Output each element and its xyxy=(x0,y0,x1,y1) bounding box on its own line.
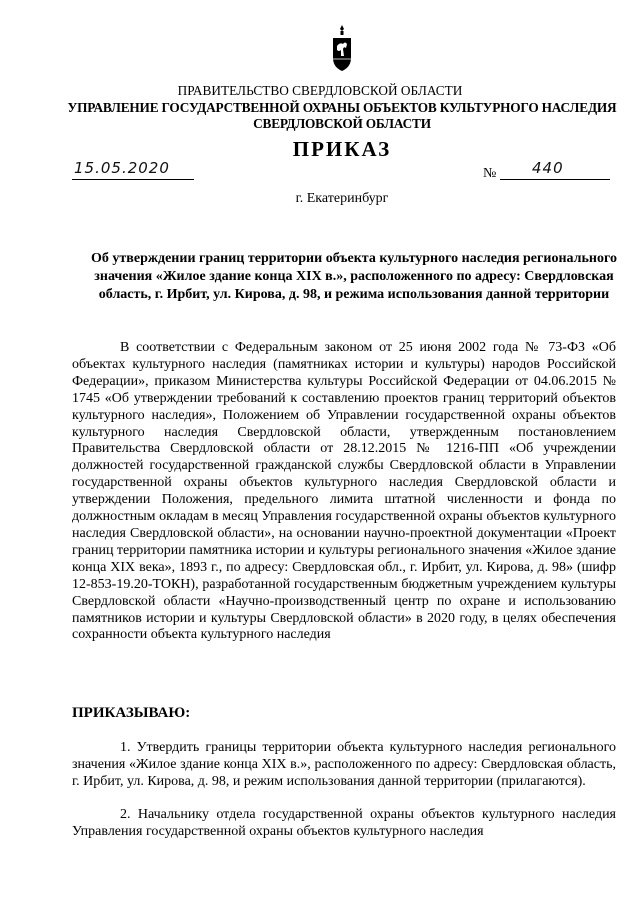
order-item-1: 1. Утвердить границы территории объекта культурного наследия регионального значения «Жилое здание конца XIX в.», расположенного по адресу: Свердловская область, г. Ирбит, ул. Кирова, д. 98, и режим использования данной территории (прилагаются). xyxy=(72,740,616,789)
department-name: УПРАВЛЕНИЕ ГОСУДАРСТВЕННОЙ ОХРАНЫ ОБЪЕКТОВ КУЛЬТУРНОГО НАСЛЕДИЯ СВЕРДЛОВСКОЙ ОБЛАСТИ xyxy=(67,100,617,131)
date-value: 15.05.2020 xyxy=(74,159,170,177)
orders-heading: ПРИКАЗЫВАЮ: xyxy=(72,705,191,721)
government-name: ПРАВИТЕЛЬСТВО СВЕРДЛОВСКОЙ ОБЛАСТИ xyxy=(177,83,463,98)
order-item-2: 2. Начальнику отдела государственной охраны объектов культурного наследия Управления государственной охраны объектов культурного наследия xyxy=(72,807,616,839)
number-field xyxy=(500,157,610,180)
date-field xyxy=(72,157,194,180)
city: г. Екатеринбург xyxy=(295,191,389,206)
coat-of-arms-icon xyxy=(331,24,353,72)
number-label: № xyxy=(483,166,497,181)
preamble-paragraph: В соответствии с Федеральным законом от 25 июня 2002 года № 73-ФЗ «Об объектах культурного наследия (памятниках истории и культуры) народов Российской Федерации», приказом Министерства культуры Российской Федерации от 04.06.2015 № 1745 «Об утверждении требований к составлению проектов границ территорий объектов культурного наследия», Положением об Управлении государственной охраны объектов культурного наследия Свердловской области, утвержденным постановлением Правительства Свердловской области от 28.12.2015 № 1216-ПП «Об учреждении должностей государственной гражданской службы Свердловской области в Управлении государственной охраны объектов культурного наследия Свердловской области и утверждении Положения, предельного лимита штатной численности и фонда по должностным окладам в месяц Управления государственной охраны объектов культурного наследия Свердловской области», на основании научно-проектной документации «Проект границ территории памятника истории и культуры регионального значения «Жилое здание конца XIX века», 1893 г., по адресу: Свердловская обл., г. Ирбит, ул. Кирова, д. 98» (шифр 12-853-19.20-ТОКН), разработанной государственным бюджетным учреждением культуры Свердловской области «Научно-производственный центр по охране и использованию памятников истории и культуры Свердловской области» в 2020 году, в целях обеспечения сохранности объекта культурного наследия xyxy=(72,340,616,643)
number-value: 440 xyxy=(532,159,564,177)
document-type: ПРИКАЗ xyxy=(292,137,392,161)
document-title: Об утверждении границ территории объекта культурного наследия регионального значения «Жилое здание конца XIX в.», расположенного по адресу: Свердловская область, г. Ирбит, ул. Кирова, д. 98, и режима использования данной территории xyxy=(91,251,617,302)
